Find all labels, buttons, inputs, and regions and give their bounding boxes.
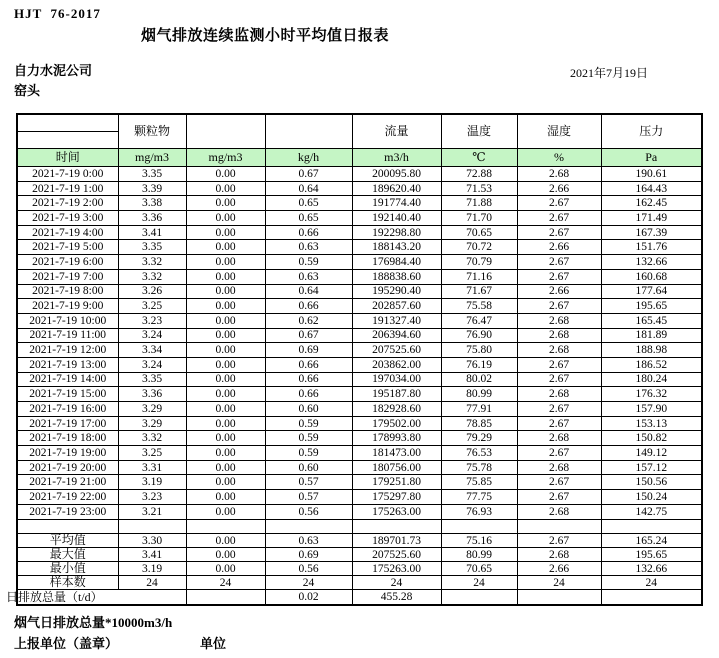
spacer-cell bbox=[17, 519, 118, 534]
summary-value-cell: 132.66 bbox=[601, 562, 702, 576]
value-cell: 0.59 bbox=[265, 416, 352, 431]
table-row bbox=[17, 446, 702, 461]
summary-value-cell: 0.00 bbox=[186, 562, 265, 576]
value-cell: 2.67 bbox=[517, 357, 601, 372]
table-row bbox=[17, 490, 702, 505]
value-cell: 2.68 bbox=[517, 313, 601, 328]
value-cell: 3.25 bbox=[118, 299, 186, 314]
spacer-cell bbox=[265, 519, 352, 534]
table-row bbox=[17, 372, 702, 387]
value-cell: 192298.80 bbox=[352, 225, 441, 240]
value-cell: 71.70 bbox=[441, 211, 517, 226]
summary-value-cell: 195.65 bbox=[601, 548, 702, 562]
table-row bbox=[17, 211, 702, 226]
value-cell: 2.68 bbox=[517, 387, 601, 402]
value-cell: 150.56 bbox=[601, 475, 702, 490]
value-cell: 2.67 bbox=[517, 225, 601, 240]
monitor-point: 窑头 bbox=[14, 83, 41, 98]
value-cell: 202857.60 bbox=[352, 299, 441, 314]
value-cell: 0.00 bbox=[186, 475, 265, 490]
value-cell: 177.64 bbox=[601, 284, 702, 299]
value-cell: 2.67 bbox=[517, 211, 601, 226]
value-cell: 132.66 bbox=[601, 255, 702, 270]
standard-code: HJT 76-2017 bbox=[14, 6, 101, 21]
value-cell: 180756.00 bbox=[352, 460, 441, 475]
value-cell: 180.24 bbox=[601, 372, 702, 387]
time-cell: 2021-7-19 19:00 bbox=[17, 446, 118, 461]
table-row bbox=[17, 255, 702, 270]
header-blank-bottom-cell bbox=[17, 132, 118, 149]
value-cell: 150.24 bbox=[601, 490, 702, 505]
spacer-cell bbox=[118, 519, 186, 534]
value-cell: 0.57 bbox=[265, 475, 352, 490]
value-cell: 0.00 bbox=[186, 431, 265, 446]
summary-value-cell: 0.00 bbox=[186, 548, 265, 562]
summary-value-cell: 189701.73 bbox=[352, 534, 441, 548]
value-cell: 71.16 bbox=[441, 269, 517, 284]
value-cell: 3.26 bbox=[118, 284, 186, 299]
value-cell: 3.23 bbox=[118, 313, 186, 328]
value-cell: 3.29 bbox=[118, 416, 186, 431]
col-header-particulate: 颗粒物 bbox=[118, 114, 186, 149]
time-header-cell: 时间 bbox=[17, 149, 118, 167]
value-cell: 3.36 bbox=[118, 387, 186, 402]
value-cell: 195.65 bbox=[601, 299, 702, 314]
page-title: 烟气排放连续监测小时平均值日报表 bbox=[141, 28, 390, 44]
value-cell: 0.66 bbox=[265, 225, 352, 240]
value-cell: 75.78 bbox=[441, 460, 517, 475]
summary-label: 最小值 bbox=[17, 562, 118, 576]
value-cell: 0.69 bbox=[265, 343, 352, 358]
value-cell: 71.88 bbox=[441, 196, 517, 211]
value-cell: 190.61 bbox=[601, 167, 702, 182]
table-row bbox=[17, 167, 702, 182]
summary-value-cell: 70.65 bbox=[441, 562, 517, 576]
value-cell: 164.43 bbox=[601, 181, 702, 196]
summary-label: 平均值 bbox=[17, 534, 118, 548]
value-cell: 2.66 bbox=[517, 181, 601, 196]
value-cell: 167.39 bbox=[601, 225, 702, 240]
value-cell: 0.00 bbox=[186, 402, 265, 417]
value-cell: 0.66 bbox=[265, 357, 352, 372]
value-cell: 157.90 bbox=[601, 402, 702, 417]
table-row bbox=[17, 343, 702, 358]
value-cell: 2.68 bbox=[517, 328, 601, 343]
value-cell: 75.58 bbox=[441, 299, 517, 314]
value-cell: 0.00 bbox=[186, 196, 265, 211]
value-cell: 0.62 bbox=[265, 313, 352, 328]
summary-row bbox=[17, 548, 702, 562]
value-cell: 153.13 bbox=[601, 416, 702, 431]
summary-label: 最大值 bbox=[17, 548, 118, 562]
value-cell: 149.12 bbox=[601, 446, 702, 461]
value-cell: 191327.40 bbox=[352, 313, 441, 328]
value-cell: 0.00 bbox=[186, 343, 265, 358]
summary-value-cell: 24 bbox=[352, 576, 441, 590]
value-cell: 162.45 bbox=[601, 196, 702, 211]
summary-value-cell: 24 bbox=[441, 576, 517, 590]
time-cell: 2021-7-19 3:00 bbox=[17, 211, 118, 226]
summary-value-cell: 3.30 bbox=[118, 534, 186, 548]
time-cell: 2021-7-19 1:00 bbox=[17, 181, 118, 196]
value-cell: 189620.40 bbox=[352, 181, 441, 196]
time-cell: 2021-7-19 6:00 bbox=[17, 255, 118, 270]
value-cell: 179251.80 bbox=[352, 475, 441, 490]
summary-row bbox=[17, 576, 702, 590]
value-cell: 0.00 bbox=[186, 225, 265, 240]
value-cell: 207525.60 bbox=[352, 343, 441, 358]
value-cell: 0.00 bbox=[186, 357, 265, 372]
value-cell: 76.90 bbox=[441, 328, 517, 343]
value-cell: 188143.20 bbox=[352, 240, 441, 255]
value-cell: 3.24 bbox=[118, 357, 186, 372]
unit-label: 单位 bbox=[200, 636, 227, 651]
value-cell: 3.36 bbox=[118, 211, 186, 226]
time-cell: 2021-7-19 10:00 bbox=[17, 313, 118, 328]
col-header-blank-1 bbox=[186, 114, 265, 149]
summary-value-cell: 2.68 bbox=[517, 548, 601, 562]
value-cell: 80.02 bbox=[441, 372, 517, 387]
value-cell: 142.75 bbox=[601, 504, 702, 519]
table-row bbox=[17, 284, 702, 299]
value-cell: 188.98 bbox=[601, 343, 702, 358]
table-row bbox=[17, 240, 702, 255]
time-cell: 2021-7-19 14:00 bbox=[17, 372, 118, 387]
value-cell: 75.80 bbox=[441, 343, 517, 358]
value-cell: 192140.40 bbox=[352, 211, 441, 226]
value-cell: 2.67 bbox=[517, 255, 601, 270]
time-cell: 2021-7-19 17:00 bbox=[17, 416, 118, 431]
summary-value-cell: 24 bbox=[265, 576, 352, 590]
time-cell: 2021-7-19 18:00 bbox=[17, 431, 118, 446]
value-cell: 0.00 bbox=[186, 240, 265, 255]
value-cell: 70.72 bbox=[441, 240, 517, 255]
time-cell: 2021-7-19 2:00 bbox=[17, 196, 118, 211]
value-cell: 77.91 bbox=[441, 402, 517, 417]
summary-value-cell: 0.69 bbox=[265, 548, 352, 562]
report-date: 2021年7月19日 bbox=[570, 66, 649, 80]
value-cell: 0.00 bbox=[186, 372, 265, 387]
value-cell: 171.49 bbox=[601, 211, 702, 226]
time-cell: 2021-7-19 11:00 bbox=[17, 328, 118, 343]
value-cell: 0.63 bbox=[265, 269, 352, 284]
report-unit-label: 上报单位（盖章） bbox=[14, 636, 119, 651]
daily-total-value-cell bbox=[517, 590, 601, 606]
value-cell: 0.67 bbox=[265, 167, 352, 182]
summary-value-cell: 165.24 bbox=[601, 534, 702, 548]
value-cell: 197034.00 bbox=[352, 372, 441, 387]
time-cell: 2021-7-19 22:00 bbox=[17, 490, 118, 505]
value-cell: 2.68 bbox=[517, 460, 601, 475]
value-cell: 157.12 bbox=[601, 460, 702, 475]
value-cell: 2.66 bbox=[517, 284, 601, 299]
value-cell: 71.53 bbox=[441, 181, 517, 196]
spacer-row bbox=[17, 519, 702, 534]
header-blank-top-cell bbox=[17, 114, 118, 132]
value-cell: 2.67 bbox=[517, 402, 601, 417]
table-row bbox=[17, 431, 702, 446]
table-row bbox=[17, 328, 702, 343]
time-cell: 2021-7-19 0:00 bbox=[17, 167, 118, 182]
table-row bbox=[17, 181, 702, 196]
value-cell: 2.67 bbox=[517, 446, 601, 461]
summary-value-cell: 3.41 bbox=[118, 548, 186, 562]
value-cell: 70.79 bbox=[441, 255, 517, 270]
value-cell: 2.67 bbox=[517, 372, 601, 387]
time-cell: 2021-7-19 8:00 bbox=[17, 284, 118, 299]
value-cell: 206394.60 bbox=[352, 328, 441, 343]
unit-cell-humidity: % bbox=[517, 149, 601, 167]
summary-value-cell: 2.66 bbox=[517, 562, 601, 576]
table-row bbox=[17, 460, 702, 475]
value-cell: 0.60 bbox=[265, 402, 352, 417]
time-cell: 2021-7-19 5:00 bbox=[17, 240, 118, 255]
daily-total-value-cell: 0.02 bbox=[265, 590, 352, 606]
time-cell: 2021-7-19 13:00 bbox=[17, 357, 118, 372]
table-row bbox=[17, 475, 702, 490]
table-row bbox=[17, 196, 702, 211]
value-cell: 3.24 bbox=[118, 328, 186, 343]
value-cell: 160.68 bbox=[601, 269, 702, 284]
table-row bbox=[17, 313, 702, 328]
summary-value-cell: 0.00 bbox=[186, 534, 265, 548]
col-header-flow: 流量 bbox=[352, 114, 441, 149]
value-cell: 3.35 bbox=[118, 167, 186, 182]
value-cell: 182928.60 bbox=[352, 402, 441, 417]
summary-value-cell: 2.67 bbox=[517, 534, 601, 548]
value-cell: 3.35 bbox=[118, 372, 186, 387]
value-cell: 179502.00 bbox=[352, 416, 441, 431]
value-cell: 0.00 bbox=[186, 313, 265, 328]
value-cell: 76.19 bbox=[441, 357, 517, 372]
value-cell: 76.53 bbox=[441, 446, 517, 461]
unit-cell-emission-rate: kg/h bbox=[265, 149, 352, 167]
value-cell: 76.47 bbox=[441, 313, 517, 328]
value-cell: 2.68 bbox=[517, 343, 601, 358]
daily-total-value-cell bbox=[601, 590, 702, 606]
value-cell: 151.76 bbox=[601, 240, 702, 255]
value-cell: 2.67 bbox=[517, 475, 601, 490]
value-cell: 3.21 bbox=[118, 504, 186, 519]
daily-total-value-cell bbox=[186, 590, 265, 606]
value-cell: 79.29 bbox=[441, 431, 517, 446]
value-cell: 2.67 bbox=[517, 269, 601, 284]
summary-value-cell: 0.63 bbox=[265, 534, 352, 548]
value-cell: 0.57 bbox=[265, 490, 352, 505]
spacer-cell bbox=[186, 519, 265, 534]
summary-label: 样本数 bbox=[17, 576, 118, 590]
value-cell: 0.59 bbox=[265, 431, 352, 446]
col-header-temperature: 温度 bbox=[441, 114, 517, 149]
spacer-cell bbox=[517, 519, 601, 534]
value-cell: 75.85 bbox=[441, 475, 517, 490]
value-cell: 176.32 bbox=[601, 387, 702, 402]
table-row bbox=[17, 269, 702, 284]
value-cell: 0.00 bbox=[186, 255, 265, 270]
unit-cell-concentration-2: mg/m3 bbox=[186, 149, 265, 167]
table-row bbox=[17, 299, 702, 314]
spacer-cell bbox=[352, 519, 441, 534]
value-cell: 3.35 bbox=[118, 240, 186, 255]
value-cell: 0.64 bbox=[265, 284, 352, 299]
value-cell: 2.67 bbox=[517, 490, 601, 505]
value-cell: 3.23 bbox=[118, 490, 186, 505]
summary-value-cell: 207525.60 bbox=[352, 548, 441, 562]
daily-total-value-cell bbox=[441, 590, 517, 606]
summary-row bbox=[17, 562, 702, 576]
value-cell: 0.59 bbox=[265, 255, 352, 270]
time-cell: 2021-7-19 15:00 bbox=[17, 387, 118, 402]
value-cell: 186.52 bbox=[601, 357, 702, 372]
value-cell: 2.67 bbox=[517, 416, 601, 431]
report-table bbox=[6, 113, 703, 606]
value-cell: 3.29 bbox=[118, 402, 186, 417]
daily-total-note: 烟气日排放总量*10000m3/h bbox=[14, 615, 173, 630]
value-cell: 150.82 bbox=[601, 431, 702, 446]
spacer-cell bbox=[601, 519, 702, 534]
value-cell: 0.00 bbox=[186, 504, 265, 519]
value-cell: 0.00 bbox=[186, 446, 265, 461]
value-cell: 3.34 bbox=[118, 343, 186, 358]
table-row bbox=[17, 387, 702, 402]
unit-cell-flow: m3/h bbox=[352, 149, 441, 167]
value-cell: 0.00 bbox=[186, 269, 265, 284]
col-header-humidity: 湿度 bbox=[517, 114, 601, 149]
time-cell: 2021-7-19 4:00 bbox=[17, 225, 118, 240]
daily-total-row bbox=[17, 590, 702, 606]
value-cell: 191774.40 bbox=[352, 196, 441, 211]
value-cell: 0.66 bbox=[265, 299, 352, 314]
value-cell: 0.00 bbox=[186, 167, 265, 182]
value-cell: 3.38 bbox=[118, 196, 186, 211]
value-cell: 200095.80 bbox=[352, 167, 441, 182]
value-cell: 0.64 bbox=[265, 181, 352, 196]
value-cell: 175263.00 bbox=[352, 504, 441, 519]
unit-cell-temperature: ℃ bbox=[441, 149, 517, 167]
value-cell: 176984.40 bbox=[352, 255, 441, 270]
value-cell: 3.31 bbox=[118, 460, 186, 475]
value-cell: 2.66 bbox=[517, 240, 601, 255]
value-cell: 76.93 bbox=[441, 504, 517, 519]
time-cell: 2021-7-19 23:00 bbox=[17, 504, 118, 519]
value-cell: 0.63 bbox=[265, 240, 352, 255]
unit-cell-particulate-concentration: mg/m3 bbox=[118, 149, 186, 167]
value-cell: 0.00 bbox=[186, 416, 265, 431]
table-row bbox=[17, 402, 702, 417]
value-cell: 78.85 bbox=[441, 416, 517, 431]
value-cell: 2.68 bbox=[517, 504, 601, 519]
summary-value-cell: 24 bbox=[601, 576, 702, 590]
value-cell: 2.68 bbox=[517, 167, 601, 182]
units-row bbox=[17, 149, 702, 167]
table-row bbox=[17, 416, 702, 431]
header-row-top bbox=[17, 114, 702, 132]
value-cell: 181.89 bbox=[601, 328, 702, 343]
summary-value-cell: 80.99 bbox=[441, 548, 517, 562]
value-cell: 195290.40 bbox=[352, 284, 441, 299]
value-cell: 0.00 bbox=[186, 299, 265, 314]
value-cell: 3.32 bbox=[118, 269, 186, 284]
value-cell: 0.65 bbox=[265, 211, 352, 226]
summary-value-cell: 24 bbox=[517, 576, 601, 590]
value-cell: 203862.00 bbox=[352, 357, 441, 372]
value-cell: 0.60 bbox=[265, 460, 352, 475]
value-cell: 0.00 bbox=[186, 284, 265, 299]
time-cell: 2021-7-19 7:00 bbox=[17, 269, 118, 284]
company-name: 自力水泥公司 bbox=[14, 63, 93, 78]
daily-total-label: 日排放总量（t/d） bbox=[17, 590, 186, 606]
value-cell: 0.65 bbox=[265, 196, 352, 211]
value-cell: 0.00 bbox=[186, 460, 265, 475]
col-header-pressure: 压力 bbox=[601, 114, 702, 149]
value-cell: 77.75 bbox=[441, 490, 517, 505]
spacer-cell bbox=[441, 519, 517, 534]
value-cell: 0.00 bbox=[186, 211, 265, 226]
value-cell: 0.66 bbox=[265, 372, 352, 387]
value-cell: 181473.00 bbox=[352, 446, 441, 461]
value-cell: 0.00 bbox=[186, 328, 265, 343]
unit-cell-pressure: Pa bbox=[601, 149, 702, 167]
value-cell: 3.25 bbox=[118, 446, 186, 461]
value-cell: 195187.80 bbox=[352, 387, 441, 402]
value-cell: 165.45 bbox=[601, 313, 702, 328]
value-cell: 3.39 bbox=[118, 181, 186, 196]
summary-value-cell: 24 bbox=[186, 576, 265, 590]
value-cell: 2.68 bbox=[517, 431, 601, 446]
value-cell: 3.41 bbox=[118, 225, 186, 240]
summary-value-cell: 3.19 bbox=[118, 562, 186, 576]
value-cell: 3.19 bbox=[118, 475, 186, 490]
daily-total-value-cell: 455.28 bbox=[352, 590, 441, 606]
summary-row bbox=[17, 534, 702, 548]
value-cell: 3.32 bbox=[118, 431, 186, 446]
value-cell: 0.66 bbox=[265, 387, 352, 402]
table-body bbox=[6, 167, 702, 606]
value-cell: 0.00 bbox=[186, 181, 265, 196]
time-cell: 2021-7-19 21:00 bbox=[17, 475, 118, 490]
time-cell: 2021-7-19 16:00 bbox=[17, 402, 118, 417]
time-cell: 2021-7-19 12:00 bbox=[17, 343, 118, 358]
summary-value-cell: 24 bbox=[118, 576, 186, 590]
summary-value-cell: 75.16 bbox=[441, 534, 517, 548]
value-cell: 2.67 bbox=[517, 196, 601, 211]
value-cell: 0.56 bbox=[265, 504, 352, 519]
value-cell: 175297.80 bbox=[352, 490, 441, 505]
value-cell: 72.88 bbox=[441, 167, 517, 182]
summary-value-cell: 0.56 bbox=[265, 562, 352, 576]
value-cell: 71.67 bbox=[441, 284, 517, 299]
table-row bbox=[17, 357, 702, 372]
table-row bbox=[17, 504, 702, 519]
table-row bbox=[17, 225, 702, 240]
value-cell: 0.00 bbox=[186, 490, 265, 505]
value-cell: 0.59 bbox=[265, 446, 352, 461]
value-cell: 178993.80 bbox=[352, 431, 441, 446]
time-cell: 2021-7-19 20:00 bbox=[17, 460, 118, 475]
value-cell: 3.32 bbox=[118, 255, 186, 270]
value-cell: 70.65 bbox=[441, 225, 517, 240]
time-cell: 2021-7-19 9:00 bbox=[17, 299, 118, 314]
value-cell: 188838.60 bbox=[352, 269, 441, 284]
value-cell: 80.99 bbox=[441, 387, 517, 402]
summary-value-cell: 175263.00 bbox=[352, 562, 441, 576]
value-cell: 2.67 bbox=[517, 299, 601, 314]
value-cell: 0.67 bbox=[265, 328, 352, 343]
value-cell: 0.00 bbox=[186, 387, 265, 402]
col-header-blank-2 bbox=[265, 114, 352, 149]
